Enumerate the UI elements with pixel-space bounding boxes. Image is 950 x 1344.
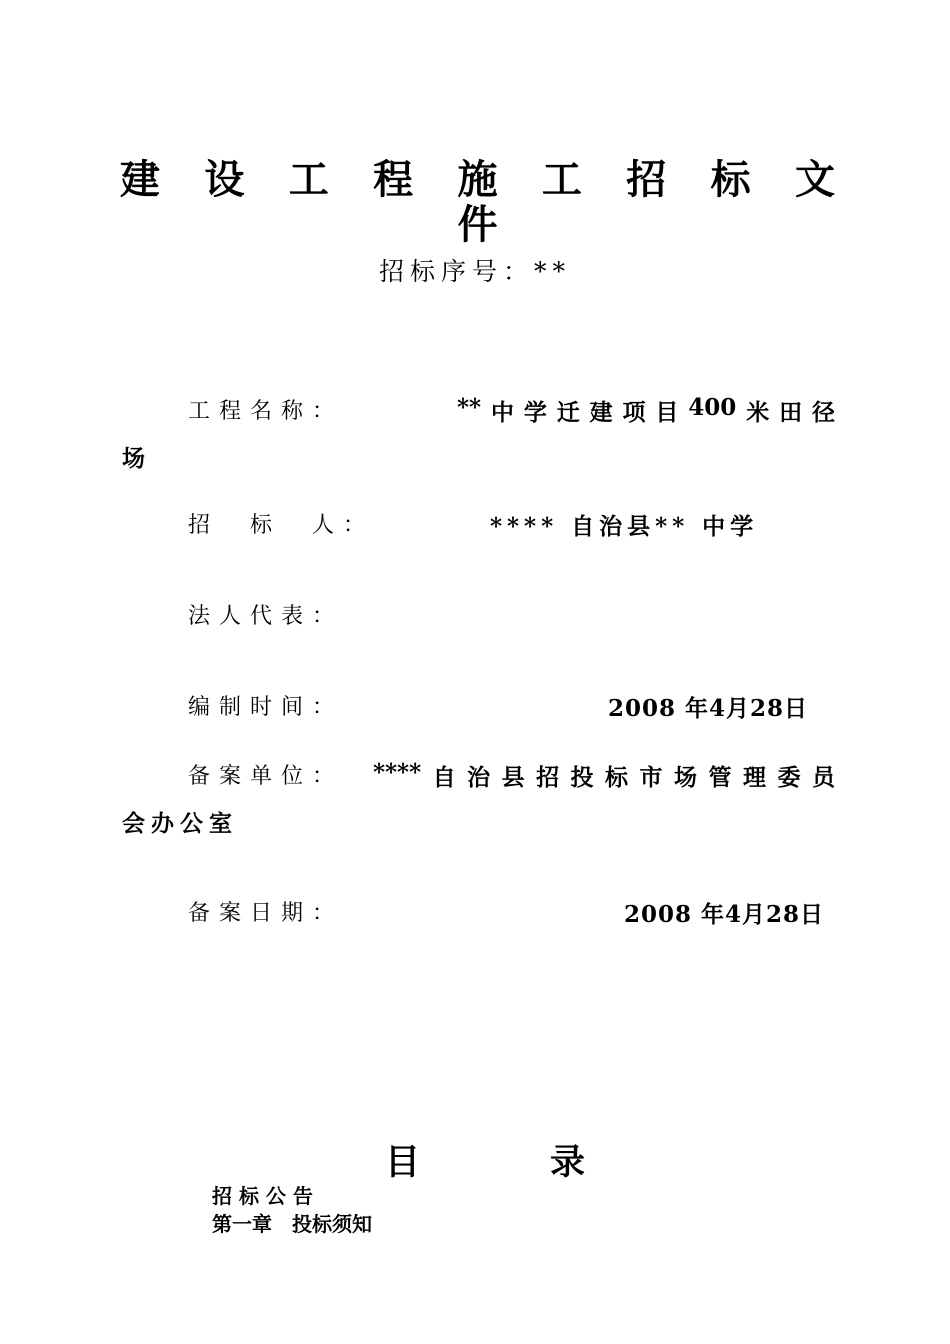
- glyph: 标: [605, 764, 629, 791]
- glyph: 管: [708, 764, 732, 791]
- legal-representative-label: 法人代表：: [188, 604, 344, 629]
- glyph: 田: [779, 399, 803, 426]
- tender-serial-number: 招标序号：**: [378, 257, 571, 286]
- glyph: 施: [457, 157, 498, 203]
- glyph: 学: [523, 399, 547, 426]
- project-name-value: [457, 394, 835, 427]
- compile-date-label: 编制时间：: [188, 695, 344, 720]
- project-name-value-continued: 场: [122, 445, 151, 472]
- filing-unit-value-continued: 会办公室: [122, 810, 238, 837]
- project-name-label: 工程名称：: [188, 399, 344, 424]
- filing-unit-value: [373, 759, 835, 792]
- glyph: 投: [570, 764, 594, 791]
- glyph: 县: [501, 764, 525, 791]
- filing-unit-label: 备案单位：: [188, 764, 344, 789]
- glyph: 员: [811, 764, 835, 791]
- glyph: **: [457, 394, 482, 421]
- glyph: 市: [639, 764, 663, 791]
- glyph: 目: [655, 399, 679, 426]
- glyph: 文: [795, 157, 835, 203]
- glyph: 中: [490, 399, 514, 426]
- glyph: 径: [811, 399, 835, 426]
- document-title: [120, 158, 835, 202]
- glyph: 理: [742, 764, 766, 791]
- glyph: 治: [467, 764, 491, 791]
- filing-date-label: 备案日期：: [188, 901, 344, 926]
- document-title-continued: 件: [457, 202, 498, 248]
- glyph: 程: [373, 157, 414, 203]
- glyph: 米: [746, 399, 770, 426]
- toc-title-left: 目: [385, 1143, 421, 1183]
- glyph: 迁: [556, 399, 580, 426]
- glyph: 招: [536, 764, 560, 791]
- glyph: 招: [626, 157, 667, 203]
- tenderer-label: 招 标 人：: [188, 513, 375, 538]
- glyph: ****: [373, 759, 422, 786]
- glyph: 项: [622, 399, 646, 426]
- glyph: 建: [120, 157, 160, 203]
- toc-title-right: 录: [549, 1143, 585, 1183]
- glyph: 400: [688, 394, 737, 421]
- compile-date-value: 2008 年4月28日: [608, 695, 809, 722]
- toc-item-announcement[interactable]: 招 标 公 告: [212, 1184, 313, 1208]
- filing-date-value: 2008 年4月28日: [624, 901, 825, 928]
- glyph: 场: [674, 764, 697, 791]
- toc-item-chapter-1[interactable]: 第一章 投标须知: [212, 1212, 372, 1236]
- table-of-contents-title: [385, 1135, 585, 1185]
- tenderer-value: **** 自治县** 中学: [490, 513, 759, 540]
- glyph: 设: [204, 157, 245, 203]
- glyph: 建: [589, 399, 613, 426]
- glyph: 委: [777, 764, 801, 791]
- glyph: 标: [710, 157, 751, 203]
- glyph: 自: [432, 764, 456, 791]
- glyph: 工: [541, 157, 582, 203]
- glyph: 工: [288, 157, 329, 203]
